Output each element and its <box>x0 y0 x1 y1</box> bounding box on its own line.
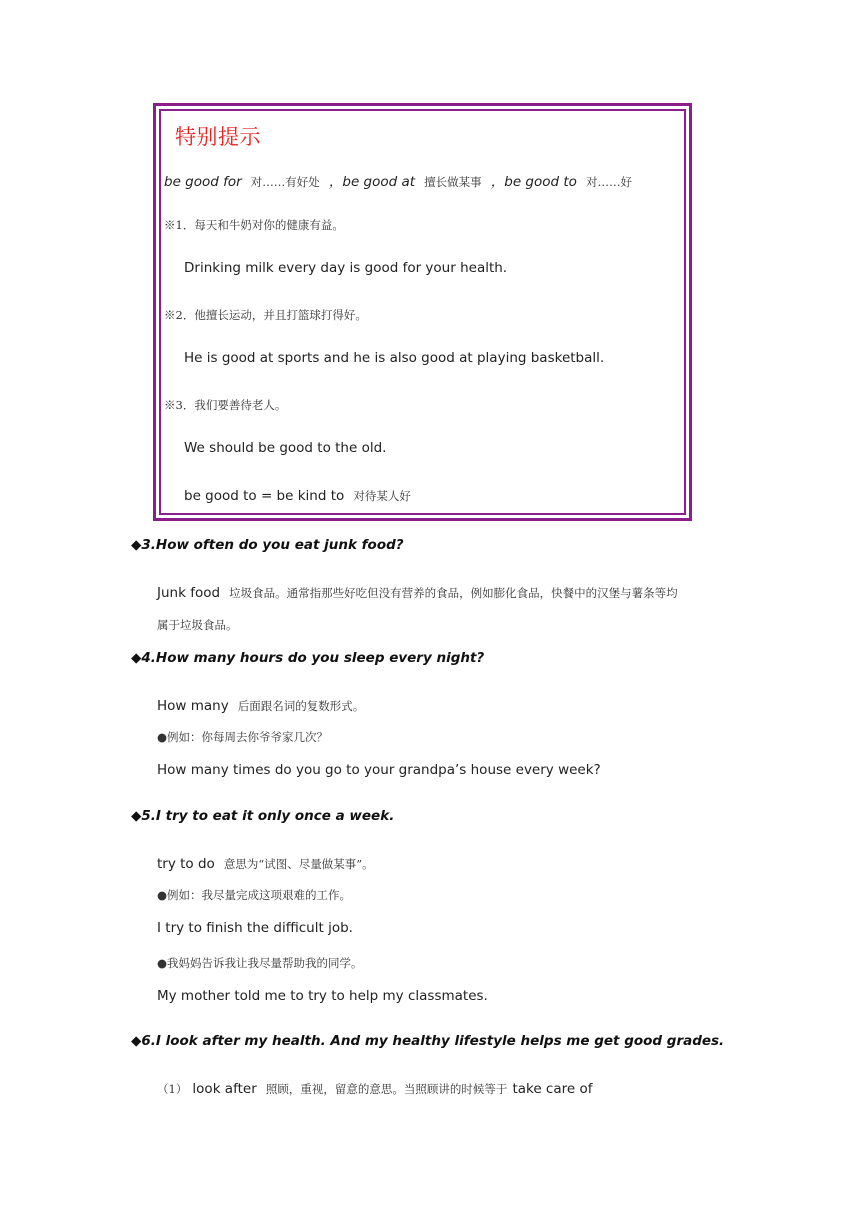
look-after-explanation: 照顾，重视，留意的意思。当照顾讲的时候等于 <box>265 1082 508 1096</box>
section-4-note <box>157 695 364 714</box>
tip-example-3-en: We should be good to the old. <box>184 440 387 456</box>
junk-food-explanation-cont: 属于垃圾食品。 <box>157 618 238 632</box>
junk-food-explanation: 垃圾食品。通常指那些好吃但没有营养的食品，例如膨化食品，快餐中的汉堡与薯条等均 <box>229 586 678 600</box>
item-1-number: （1） <box>157 1082 188 1096</box>
tip-example-2-cn: ※2．他擅长运动，并且打篮球打得好。 <box>164 308 367 322</box>
tip-example-1-en: Drinking milk every day is good for your health. <box>184 260 508 276</box>
section-6-heading: ◆6.I look after my health. And my healthy lifestyle helps me get good grades. <box>131 1033 725 1049</box>
how-many-term: How many <box>157 698 229 714</box>
tip-example-2-en: He is good at sports and he is also good at playing basketball. <box>184 350 605 366</box>
equivalence-cn: 对待某人好 <box>353 489 411 503</box>
phrase-line <box>164 170 632 190</box>
section-5-example-1-en: I try to finish the difficult job. <box>157 920 353 936</box>
section-5-example-1-cn: ●例如：我尽量完成这项艰难的工作。 <box>157 888 352 902</box>
phrase-good-to: ，be good to <box>490 174 577 190</box>
try-to-do-term: try to do <box>157 856 215 872</box>
phrase-good-for: be good for <box>164 174 242 190</box>
section-6-item-1 <box>157 1078 593 1097</box>
section-4-heading: ◆4.How many hours do you sleep every night? <box>131 650 485 666</box>
meaning-good-for: 对……有好处 <box>250 175 320 189</box>
tip-equivalence <box>184 485 411 504</box>
section-3-note <box>157 582 678 601</box>
try-to-do-explanation: 意思为“试图、尽量做某事”。 <box>223 857 374 871</box>
meaning-good-at: 擅长做某事 <box>424 175 482 189</box>
section-5-example-2-en: My mother told me to try to help my classmates. <box>157 988 488 1004</box>
tip-title: 特别提示 <box>175 125 261 149</box>
section-5-heading: ◆5.I try to eat it only once a week. <box>131 808 395 824</box>
equivalence-en: be good to = be kind to <box>184 488 345 504</box>
section-4-example-en: How many times do you go to your grandpa’s house every week? <box>157 762 601 778</box>
junk-food-term: Junk food <box>157 585 221 601</box>
take-care-of-term: take care of <box>512 1081 593 1097</box>
section-3-heading: ◆3.How often do you eat junk food? <box>131 537 404 553</box>
section-5-example-2-cn: ●我妈妈告诉我让我尽量帮助我的同学。 <box>157 956 363 970</box>
section-5-note <box>157 853 374 872</box>
tip-example-1-cn: ※1．每天和牛奶对你的健康有益。 <box>164 218 344 232</box>
phrase-good-at: ，be good at <box>328 174 416 190</box>
how-many-explanation: 后面跟名词的复数形式。 <box>237 699 365 713</box>
section-4-example-cn: ●例如：你每周去你爷爷家几次？ <box>157 730 329 744</box>
tip-example-3-cn: ※3．我们要善待老人。 <box>164 398 287 412</box>
look-after-term: look after <box>192 1081 257 1097</box>
meaning-good-to: 对……好 <box>586 175 633 189</box>
